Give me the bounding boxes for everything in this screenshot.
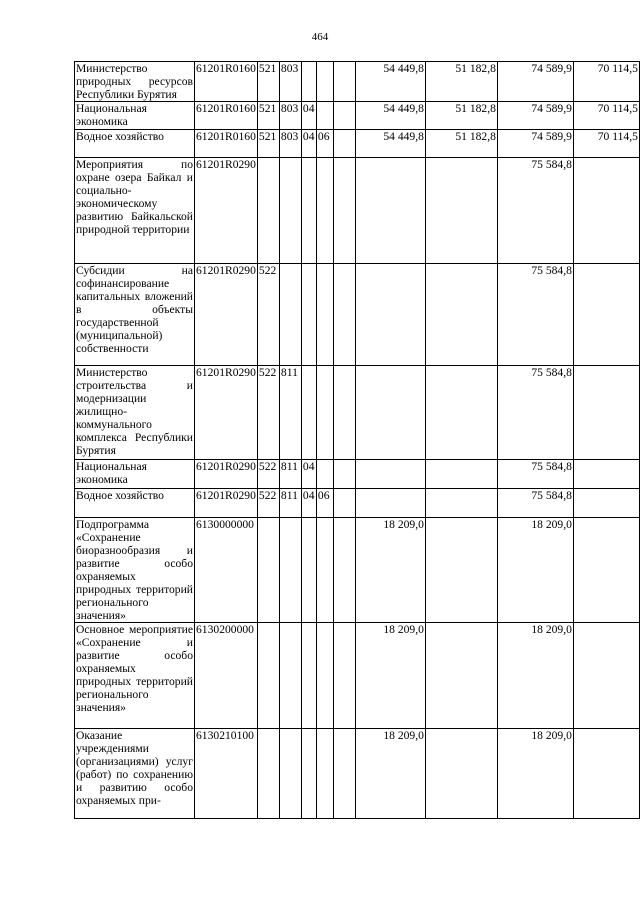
- row-expense-type: [316, 102, 333, 130]
- row-sum-3: [425, 366, 497, 460]
- row-ministry-code: 522: [257, 489, 279, 518]
- row-sum-4: 18 209,0: [497, 623, 573, 729]
- row-sum-3: [425, 264, 497, 366]
- row-sum-3: [425, 518, 497, 623]
- row-sum-4: 75 584,8: [497, 460, 573, 489]
- row-ministry-code: 522: [257, 366, 279, 460]
- table-row: [75, 102, 640, 130]
- row-sum-1: [333, 460, 355, 489]
- row-section-code: [279, 623, 301, 729]
- budget-table: [74, 61, 640, 819]
- row-ministry-code: 522: [257, 460, 279, 489]
- row-name: Мероприятия по охране озера Байкал и социально-экономическому развитию Байкальской природной территории: [75, 158, 195, 264]
- row-sum-3: [425, 729, 497, 819]
- row-section-code: 803: [279, 102, 301, 130]
- row-target-article: 61201R0160: [195, 102, 258, 130]
- row-subsection-code: [301, 518, 316, 623]
- row-sum-3: [425, 489, 497, 518]
- row-target-article: 61201R0290: [195, 158, 258, 264]
- row-sum-4: 75 584,8: [497, 366, 573, 460]
- table-row: [75, 158, 640, 264]
- row-ministry-code: 521: [257, 130, 279, 158]
- table-row: [75, 518, 640, 623]
- row-target-article: 6130210100: [195, 729, 258, 819]
- row-sum-5: [573, 460, 639, 489]
- row-name: Министерство природных ресурсов Республики Бурятия: [76, 62, 193, 101]
- row-sum-5: [573, 729, 639, 819]
- row-sum-4: 75 584,8: [497, 158, 573, 264]
- row-ministry-code: [257, 729, 279, 819]
- row-sum-1: [333, 518, 355, 623]
- table-row: [75, 623, 640, 729]
- row-ministry-code: [257, 518, 279, 623]
- table-row: [75, 366, 640, 460]
- row-expense-type: [316, 264, 333, 366]
- row-sum-5: [573, 366, 639, 460]
- row-sum-2: 54 449,8: [355, 62, 425, 102]
- row-sum-1: [333, 130, 355, 158]
- row-sum-2: 54 449,8: [355, 130, 425, 158]
- row-expense-type: [316, 158, 333, 264]
- row-sum-2: [355, 366, 425, 460]
- row-target-article: 6130000000: [195, 518, 258, 623]
- row-sum-2: [355, 158, 425, 264]
- row-sum-5: [573, 518, 639, 623]
- row-ministry-code: [257, 623, 279, 729]
- row-ministry-code: 521: [257, 102, 279, 130]
- row-name: Национальная экономика: [75, 460, 195, 489]
- row-target-article: 61201R0290: [195, 264, 258, 366]
- row-subsection-code: 04: [301, 489, 316, 518]
- row-sum-3: 51 182,8: [425, 102, 497, 130]
- page-number: 464: [311, 31, 329, 43]
- row-sum-5: [573, 623, 639, 729]
- row-section-code: 811: [279, 366, 301, 460]
- row-sum-3: 51 182,8: [425, 130, 497, 158]
- row-subsection-code: [301, 62, 316, 102]
- row-sum-5: [573, 158, 639, 264]
- table-row: [75, 489, 640, 518]
- row-subsection-code: [301, 623, 316, 729]
- row-sum-3: 51 182,8: [425, 62, 497, 102]
- row-name: Основное мероприятие «Сохранение и развитие особо охраняемых природных территорий регионального значения»: [75, 623, 195, 729]
- table-row: [75, 130, 640, 158]
- row-section-code: 811: [279, 460, 301, 489]
- table-row: [75, 62, 640, 102]
- row-sum-2: 18 209,0: [355, 518, 425, 623]
- row-name: Водное хозяйство: [75, 130, 195, 158]
- row-target-article: 6130200000: [195, 623, 258, 729]
- table-row: [75, 729, 640, 819]
- row-sum-5: 70 114,5: [573, 62, 639, 102]
- row-ministry-code: 521: [257, 62, 279, 102]
- row-subsection-code: [301, 729, 316, 819]
- row-expense-type: [316, 623, 333, 729]
- row-subsection-code: [301, 158, 316, 264]
- row-sum-1: [333, 729, 355, 819]
- row-section-code: 803: [279, 130, 301, 158]
- row-subsection-code: [301, 366, 316, 460]
- row-target-article: 61201R0290: [195, 489, 258, 518]
- row-sum-1: [333, 623, 355, 729]
- row-sum-1: [333, 489, 355, 518]
- row-name: Субсидии на софинансирование капитальных вложений в объекты государственной (муниципальной) собственности: [75, 264, 195, 366]
- row-sum-4: 18 209,0: [497, 729, 573, 819]
- row-name: Водное хозяйство: [75, 489, 195, 518]
- row-section-code: [279, 729, 301, 819]
- row-expense-type: 06: [316, 130, 333, 158]
- row-ministry-code: [257, 158, 279, 264]
- row-section-code: [279, 158, 301, 264]
- row-expense-type: [316, 62, 333, 102]
- table-row: [75, 460, 640, 489]
- row-name: Подпрограмма «Сохранение биоразнообразия и развитие особо охраняемых природных территорий регионального значения»: [76, 518, 193, 622]
- row-sum-2: 54 449,8: [355, 102, 425, 130]
- row-sum-2: [355, 489, 425, 518]
- row-subsection-code: 04: [301, 130, 316, 158]
- row-target-article: 61201R0290: [195, 366, 258, 460]
- row-sum-1: [333, 158, 355, 264]
- table-row: [75, 264, 640, 366]
- row-section-code: 803: [279, 62, 301, 102]
- row-sum-4: 75 584,8: [497, 489, 573, 518]
- row-sum-1: [333, 366, 355, 460]
- row-sum-1: [333, 102, 355, 130]
- row-expense-type: [316, 518, 333, 623]
- row-sum-4: 74 589,9: [497, 62, 573, 102]
- row-expense-type: [316, 729, 333, 819]
- row-sum-4: 74 589,9: [497, 102, 573, 130]
- row-name: Национальная экономика: [75, 102, 195, 130]
- row-sum-4: 75 584,8: [497, 264, 573, 366]
- row-sum-3: [425, 460, 497, 489]
- row-sum-5: [573, 264, 639, 366]
- row-target-article: 61201R0290: [195, 460, 258, 489]
- row-name: Министерство строительства и модернизации жилищно-коммунального комплекса Республики Бурятия: [75, 366, 195, 460]
- row-sum-4: 18 209,0: [497, 518, 573, 623]
- row-sum-5: [573, 489, 639, 518]
- row-expense-type: 06: [316, 489, 333, 518]
- row-expense-type: [316, 460, 333, 489]
- row-sum-3: [425, 158, 497, 264]
- row-sum-5: 70 114,5: [573, 130, 639, 158]
- row-sum-2: [355, 460, 425, 489]
- row-name: Оказание учреждениями (организациями) услуг (работ) по сохранению и развитию особо охраняемых при-: [75, 729, 195, 819]
- row-subsection-code: [301, 264, 316, 366]
- row-sum-1: [333, 62, 355, 102]
- row-subsection-code: 04: [301, 460, 316, 489]
- row-sum-2: [355, 264, 425, 366]
- row-subsection-code: 04: [301, 102, 316, 130]
- row-target-article: 61201R0160: [195, 62, 258, 102]
- row-section-code: [279, 264, 301, 366]
- row-sum-3: [425, 623, 497, 729]
- row-section-code: 811: [279, 489, 301, 518]
- row-section-code: [279, 518, 301, 623]
- row-sum-1: [333, 264, 355, 366]
- row-sum-2: 18 209,0: [355, 623, 425, 729]
- row-target-article: 61201R0160: [195, 130, 258, 158]
- row-sum-2: 18 209,0: [355, 729, 425, 819]
- table-body: [75, 62, 640, 819]
- row-sum-4: 74 589,9: [497, 130, 573, 158]
- row-sum-5: 70 114,5: [573, 102, 639, 130]
- row-ministry-code: 522: [257, 264, 279, 366]
- row-expense-type: [316, 366, 333, 460]
